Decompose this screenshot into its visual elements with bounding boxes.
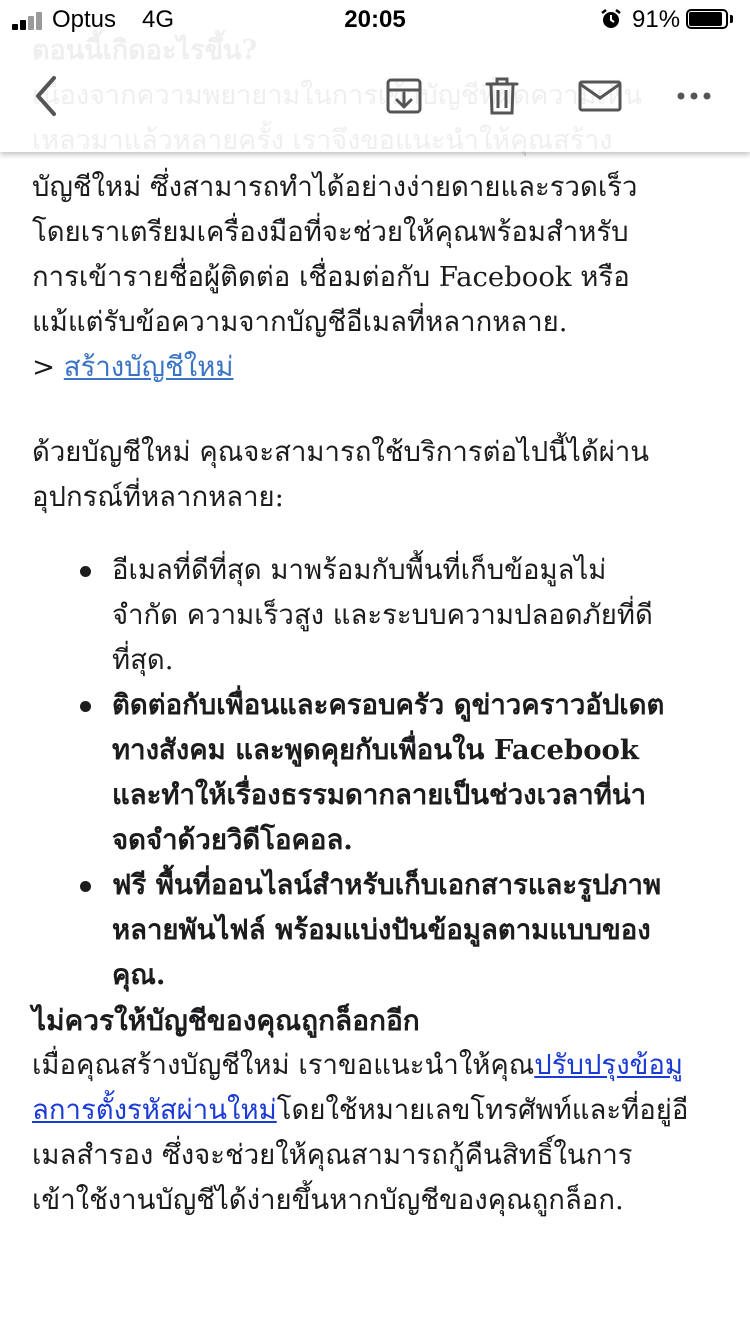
section-heading: ไม่ควรให้บัญชีของคุณถูกล็อกอีก: [32, 1004, 420, 1037]
trash-icon: [484, 76, 520, 116]
final-paragraph: เมื่อคุณสร้างบัญชีใหม่ เราขอแนะนำให้คุณปรับปรุงข้อมู ลการตั้งรหัสผ่านใหม่โดยใช้หมายเลขโทรศัพท์และที่อยู่อี เมลสำรอง ซึ่งจะช่วยให้คุณสามารถกู้คืนสิทธิ์ในการ เข้าใช้งานบัญชีได้ง่ายขึ้นหากบัญชีของคุณถูกล็อก.: [32, 1049, 689, 1216]
network-type: 4G: [142, 6, 175, 33]
intro-paragraph: [32, 165, 722, 345]
services-line: ด้วยบัญชีใหม่ คุณจะสามารถใช้บริการต่อไปนี้ได้ผ่าน: [32, 436, 650, 468]
more-options-button[interactable]: [672, 74, 716, 118]
intro-line: โดยเราเตรียมเครื่องมือที่จะช่วยให้คุณพร้อมสำหรับ: [32, 216, 629, 248]
create-account-link[interactable]: สร้างบัญชีใหม่: [63, 351, 234, 383]
create-account-line: [32, 345, 722, 390]
archive-button[interactable]: [382, 74, 426, 118]
intro-line: แม้แต่รับข้อความจากบัญชีอีเมลที่หลากหลาย.: [32, 306, 568, 338]
list-item: อีเมลที่ดีที่สุด มาพร้อมกับพื้นที่เก็บข้อมูลไม่ จำกัด ความเร็วสูง และระบบความปลอดภัยที่ดี ที่สุด.: [32, 548, 722, 683]
battery-icon: [686, 9, 734, 31]
list-item: ติดต่อกับเพื่อนและครอบครัว ดูข่าวคราวอัปเดต ทางสังคม และพูดคุยกับเพื่อนใน Facebook และทำให้เรื่องธรรมดากลายเป็นช่วงเวลาที่น่า จดจำด้วยวิดีโอคอล.: [32, 683, 722, 863]
update-password-link[interactable]: ปรับปรุงข้อมู: [534, 1049, 684, 1081]
intro-line: บัญชีใหม่ ซึ่งสามารถทำได้อย่างง่ายดายและรวดเร็ว: [32, 171, 638, 203]
carrier-name: Optus: [52, 6, 117, 33]
features-list: [32, 548, 722, 998]
services-line: อุปกรณ์ที่หลากหลาย:: [32, 481, 284, 513]
delete-button[interactable]: [480, 74, 524, 118]
list-item: ฟรี พื้นที่ออนไลน์สำหรับเก็บเอกสารและรูปภาพ หลายพันไฟล์ พร้อมแบ่งปันข้อมูลตามแบบของ คุณ.: [32, 863, 722, 998]
mail-icon: [578, 80, 622, 112]
status-bar: [0, 0, 750, 40]
back-chevron-icon: [32, 74, 60, 118]
reply-mail-button[interactable]: [576, 74, 624, 118]
update-password-link[interactable]: ลการตั้งรหัสผ่านใหม่: [32, 1094, 277, 1126]
alarm-icon: [600, 8, 622, 30]
intro-line: การเข้ารายชื่อผู้ติดต่อ เชื่อมต่อกับ Facebook หรือ: [32, 261, 630, 293]
email-body: [32, 165, 722, 1223]
link-prefix: >: [32, 351, 56, 383]
battery-percent: 91%: [632, 6, 681, 33]
status-time: 20:05: [344, 6, 406, 33]
more-icon: [676, 91, 712, 101]
services-paragraph: [32, 430, 722, 520]
archive-icon: [384, 76, 424, 116]
back-button[interactable]: [24, 74, 68, 118]
